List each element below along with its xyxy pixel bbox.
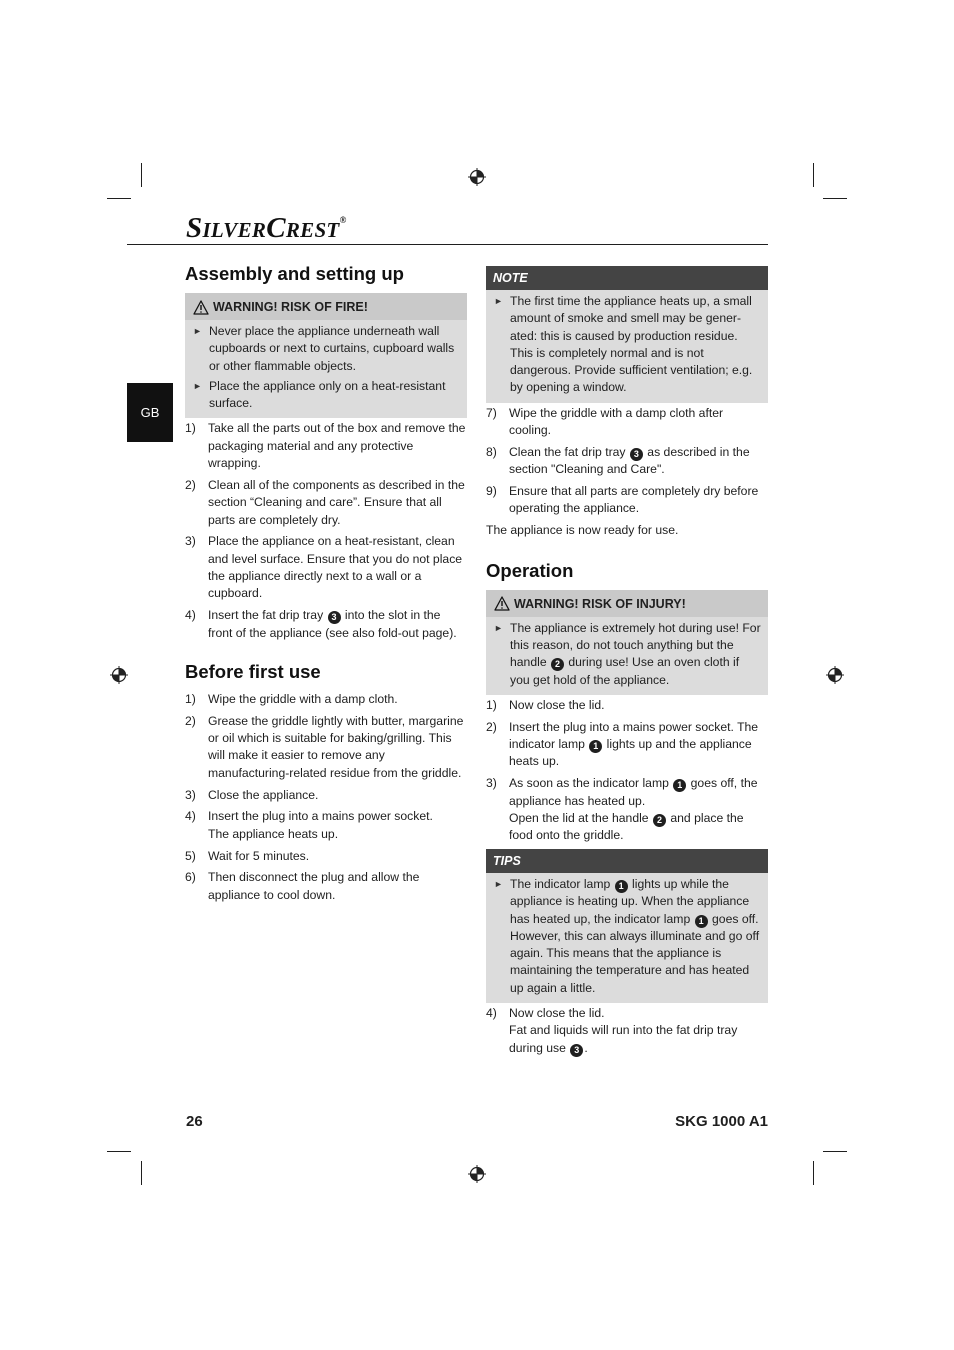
list-item: 2) Grease the griddle lightly with butter, margarine or oil which is suitable for baking/grilling. This will make it easier to remove any manufacturing-related residue from the griddle. <box>185 713 464 780</box>
language-tab: GB <box>127 383 173 442</box>
model-number: SKG 1000 A1 <box>675 1113 768 1130</box>
warning-bullet: ► Place the appliance only on a heat-resistant surface. <box>209 378 461 413</box>
part-number-icon: 3 <box>328 611 341 624</box>
part-number-icon: 2 <box>653 814 666 827</box>
list-item: 2) Clean all of the components as described in the section “Cleaning and care”. Ensure that all parts are completely dry. <box>185 477 465 527</box>
list-item: 9) Ensure that all parts are completely dry before operating the appliance. <box>486 484 759 516</box>
part-number-icon: 1 <box>695 915 708 928</box>
crop-mark <box>141 1161 142 1185</box>
crop-mark <box>107 198 131 199</box>
part-number-icon: 1 <box>589 740 602 753</box>
list-item: 3) Place the appliance on a heat-resistant, clean and level surface. Ensure that you do not place the appliance directly next to a wall or a cupboard. <box>185 534 463 601</box>
tips-box <box>486 849 768 1003</box>
assembly-steps <box>185 420 467 641</box>
warning-triangle-icon <box>494 596 510 611</box>
crop-mark <box>107 1151 131 1152</box>
list-item: 3) Close the appliance. <box>185 787 319 802</box>
note-header: NOTE <box>486 266 768 290</box>
warning-bullet: ► The appliance is extremely hot during use! For this reason, do not touch anything but the handle 2 during use! Use an oven cloth if you get hold of the appliance. <box>510 620 762 689</box>
injury-warning-box <box>486 590 768 695</box>
list-item: 4) Now close the lid. Fat and liquids will run into the fat drip tray during use 3 . <box>486 1006 738 1055</box>
part-number-icon: 1 <box>673 779 686 792</box>
part-number-icon: 3 <box>570 1044 583 1057</box>
part-number-icon: 2 <box>551 658 564 671</box>
warning-triangle-icon <box>193 300 209 315</box>
operation-steps-continued <box>486 1005 768 1057</box>
warning-header: WARNING! RISK OF INJURY! <box>486 590 768 617</box>
before-first-use-heading: Before first use <box>185 660 321 682</box>
left-column <box>185 262 467 909</box>
registration-mark-icon <box>468 1165 486 1183</box>
list-item: 6) Then disconnect the plug and allow the appliance to cool down. <box>185 870 420 902</box>
brand-logo: SILVERCREST® <box>186 212 347 244</box>
list-item: 1) Now close the lid. <box>486 697 605 712</box>
note-box <box>486 266 768 403</box>
part-number-icon: 1 <box>615 880 628 893</box>
right-column <box>486 266 768 1062</box>
crop-mark <box>823 1151 847 1152</box>
operation-steps <box>486 697 768 845</box>
operation-heading: Operation <box>486 559 574 581</box>
list-item: 5) Wait for 5 minutes. <box>185 848 310 863</box>
first-use-steps-continued <box>486 405 768 518</box>
ready-text: The appliance is now ready for use. <box>486 523 679 538</box>
part-number-icon: 3 <box>630 448 643 461</box>
list-item: 1) Wipe the griddle with a damp cloth. <box>185 691 398 706</box>
list-item: 3) As soon as the indicator lamp 1 goes off, the appliance has heated up. Open the lid at the handle 2 and place the food onto the griddle. <box>486 776 758 843</box>
list-item: 4) Insert the fat drip tray 3 into the slot in the front of the appliance (see also fold-out page). <box>185 608 457 640</box>
crop-mark <box>141 163 142 187</box>
assembly-heading: Assembly and setting up <box>185 263 404 284</box>
crop-mark <box>813 163 814 187</box>
tips-header: TIPS <box>486 849 768 873</box>
list-item: 4) Insert the plug into a mains power socket. The appliance heats up. <box>185 809 433 841</box>
page-number: 26 <box>186 1113 203 1130</box>
list-item: 8) Clean the fat drip tray 3 as described in the section "Cleaning and Care". <box>486 444 750 477</box>
warning-header: WARNING! RISK OF FIRE! <box>185 293 467 320</box>
before-first-use-steps <box>185 691 467 904</box>
header-rule <box>127 244 768 245</box>
list-item: 1) Take all the parts out of the box and remove the packaging material and any protective wrapping. <box>185 421 466 471</box>
list-item: 2) Insert the plug into a mains power socket. The indicator lamp 1 lights up and the appliance heats up. <box>486 719 759 769</box>
crop-mark <box>813 1161 814 1185</box>
note-bullet: ► The first time the appliance heats up, a small amount of smoke and smell may be gener-ated: this is caused by production residue. This is completely normal and is not dangerous. Provide sufficient ventilation; e.g. by opening a window. <box>510 293 762 397</box>
registration-mark-icon <box>110 666 128 684</box>
fire-warning-box <box>185 293 467 418</box>
tips-bullet: ► The indicator lamp 1 lights up while the appliance is heating up. When the appliance has heated up, the indicator lamp 1 goes off. However, this can always illuminate and go off again. This means that the appliance is maintaining the temperature and has heated up again a little. <box>510 876 762 997</box>
registration-mark-icon <box>468 168 486 186</box>
list-item: 7) Wipe the griddle with a damp cloth after cooling. <box>486 405 724 438</box>
crop-mark <box>823 198 847 199</box>
warning-bullet: ► Never place the appliance underneath wall cupboards or next to curtains, cupboard walls or other flammable objects. <box>209 323 461 375</box>
registration-mark-icon <box>826 666 844 684</box>
